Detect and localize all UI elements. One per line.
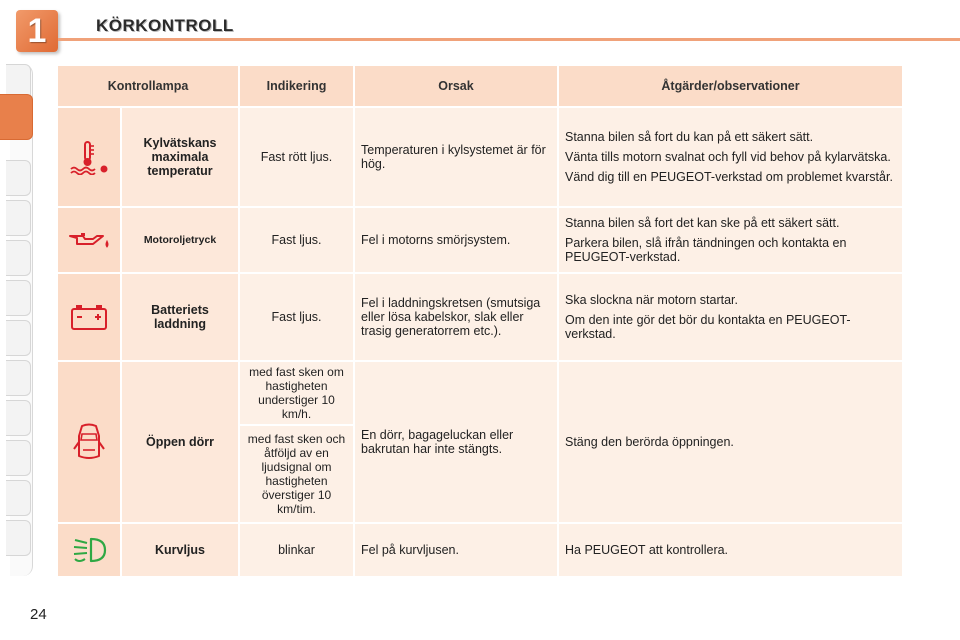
page-title: KÖRKONTROLL <box>96 16 234 35</box>
table-row <box>58 362 902 424</box>
chapter-tab[interactable] <box>6 200 31 236</box>
chapter-tab[interactable] <box>6 520 31 556</box>
actions-cell <box>559 524 902 576</box>
header-divider <box>58 38 960 41</box>
lamp-name: Kurvljus <box>122 524 238 576</box>
lamp-icon-cell <box>58 274 120 360</box>
lamp-name: Batteriets laddning <box>122 274 238 360</box>
lamp-name: Öppen dörr <box>122 362 238 522</box>
table-row <box>58 274 902 360</box>
chapter-tabs <box>0 64 34 576</box>
indication-text: Fast ljus. <box>240 274 353 360</box>
lamp-icon-cell <box>58 108 120 206</box>
oil-pressure-icon <box>67 228 111 252</box>
action-text: Stäng den berörda öppningen. <box>565 435 734 449</box>
cause-text: Temperaturen i kylsystemet är för hög. <box>355 108 557 206</box>
chapter-tab[interactable] <box>6 360 31 396</box>
lamp-name: Motoroljetryck <box>122 208 238 272</box>
indication-text: Fast rött ljus. <box>240 108 353 206</box>
column-header-indication: Indikering <box>240 66 353 106</box>
column-header-actions: Åtgärder/observationer <box>559 66 902 106</box>
cornering-light-icon <box>69 535 109 565</box>
action-text: Om den inte gör det bör du kontakta en PEUGEOT-verkstad. <box>565 313 851 341</box>
chapter-tab[interactable] <box>6 480 31 516</box>
chapter-tab[interactable] <box>6 440 31 476</box>
lamp-name: Kylvätskans maximala temperatur <box>122 108 238 206</box>
action-text: Stanna bilen så fort det kan ske på ett säkert sätt. <box>565 216 840 230</box>
action-text: Vänd dig till en PEUGEOT-verkstad om problemet kvarstår. <box>565 170 893 184</box>
door-open-icon <box>73 422 105 462</box>
indication-text: med fast sken om hastigheten understiger 10 km/h. <box>240 362 353 424</box>
indication-text: med fast sken och åtföljd av en ljudsignal om hastigheten överstiger 10 km/tim. <box>240 426 353 522</box>
actions-cell <box>559 362 902 522</box>
indication-text: Fast ljus. <box>240 208 353 272</box>
coolant-temperature-icon <box>68 139 110 175</box>
lamp-icon-cell <box>58 362 120 522</box>
cause-text: Fel på kurvljusen. <box>355 524 557 576</box>
lamp-icon-cell <box>58 524 120 576</box>
table-header-row <box>58 66 902 106</box>
lamp-icon-cell <box>58 208 120 272</box>
battery-icon <box>69 303 109 331</box>
chapter-tab[interactable] <box>6 400 31 436</box>
cause-text: En dörr, bagageluckan eller bakrutan har inte stängts. <box>355 362 557 522</box>
chapter-badge: 1 <box>16 10 58 52</box>
action-text: Stanna bilen så fort du kan på ett säkert sätt. <box>565 130 814 144</box>
table-row <box>58 108 902 206</box>
column-header-cause: Orsak <box>355 66 557 106</box>
action-text: Parkera bilen, slå ifrån tändningen och kontakta en PEUGEOT-verkstad. <box>565 236 847 264</box>
actions-cell <box>559 208 902 272</box>
table-row <box>58 524 902 576</box>
cause-text: Fel i motorns smörjsystem. <box>355 208 557 272</box>
page-number: 24 <box>30 606 47 623</box>
action-text: Vänta tills motorn svalnat och fyll vid behov på kylarvätska. <box>565 150 891 164</box>
cause-text: Fel i laddningskretsen (smutsiga eller lösa kabelskor, slak eller trasig generatorrem etc.). <box>355 274 557 360</box>
indication-text: blinkar <box>240 524 353 576</box>
chapter-tab[interactable] <box>6 280 31 316</box>
actions-cell <box>559 108 902 206</box>
column-header-lamp: Kontrollampa <box>58 66 238 106</box>
chapter-tab-active[interactable] <box>0 94 33 140</box>
action-text: Ska slockna när motorn startar. <box>565 293 738 307</box>
actions-cell <box>559 274 902 360</box>
chapter-tab[interactable] <box>6 160 31 196</box>
chapter-tab[interactable] <box>6 240 31 276</box>
warning-lamp-table <box>56 64 904 578</box>
chapter-tab[interactable] <box>6 320 31 356</box>
table-row <box>58 208 902 272</box>
action-text: Ha PEUGEOT att kontrollera. <box>565 543 729 557</box>
